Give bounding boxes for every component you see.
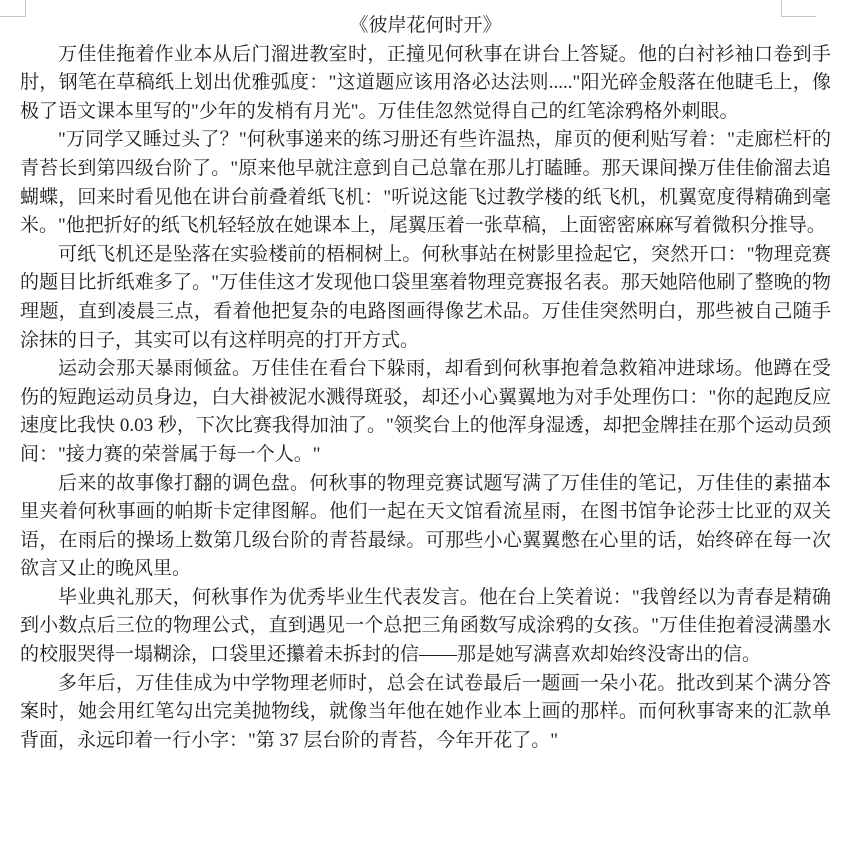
story-paragraph: 多年后，万佳佳成为中学物理老师时，总会在试卷最后一题画一朵小花。批改到某个满分答案时，她会用红笔勾出完美抛物线，就像当年他在她作业本上画的那样。而何秋事寄来的汇款单背面，永远印着一行小字："第 37 层台阶的青苔，今年开花了。" bbox=[20, 672, 831, 751]
story-paragraph: 万佳佳拖着作业本从后门溜进教室时，正撞见何秋事在讲台上答疑。他的白衬衫袖口卷到手肘，钢笔在草稿纸上划出优雅弧度："这道题应该用洛必达法则....."阳光碎金般落在他睫毛上，像极了语文课本里写的"少年的发梢有月光"。万佳佳忽然觉得自己的红笔涂鸦格外刺眼。 bbox=[20, 43, 831, 122]
story-paragraph: "万同学又睡过头了？"何秋事递来的练习册还有些许温热，扉页的便利贴写着："走廊栏杆的青苔长到第四级台阶了。"原来他早就注意到自己总靠在那儿打瞌睡。那天课间操万佳佳偷溜去追蝴蝶，回来时看见他在讲台前叠着纸飞机："听说这能飞过教学楼的纸飞机，机翼宽度得精确到毫米。"他把折好的纸飞机轻轻放在她课本上，尾翼压着一张草稿，上面密密麻麻写着微积分推导。 bbox=[20, 129, 831, 237]
margin-crop-mark-left bbox=[0, 0, 26, 17]
story-paragraph: 可纸飞机还是坠落在实验楼前的梧桐树上。何秋事站在树影里捡起它，突然开口："物理竞赛的题目比折纸难多了。"万佳佳这才发现他口袋里塞着物理竞赛报名表。那天她陪他刷了整晚的物理题，直到凌晨三点，看着他把复杂的电路图画得像艺术品。万佳佳突然明白，那些被自己随手涂抹的日子，其实可以有这样明亮的打开方式。 bbox=[20, 243, 831, 351]
margin-crop-mark-right bbox=[781, 0, 816, 17]
document-title: 《彼岸花何时开》 bbox=[349, 15, 502, 36]
story-paragraph: 毕业典礼那天，何秋事作为优秀毕业生代表发言。他在台上笑着说："我曾经以为青春是精确到小数点后三位的物理公式，直到遇见一个总把三角函数写成涂鸦的女孩。"万佳佳抱着浸满墨水的校服哭得一塌糊涂，口袋里还攥着未拆封的信——那是她写满喜欢却始终没寄出的信。 bbox=[20, 586, 831, 666]
story-paragraph: 后来的故事像打翻的调色盘。何秋事的物理竞赛试题写满了万佳佳的笔记，万佳佳的素描本里夹着何秋事画的帕斯卡定律图解。他们一起在天文馆看流星雨，在图书馆争论莎士比亚的双关语，在雨后的操场上数第几级台阶的青苔最绿。可那些小心翼翼憋在心里的话，始终碎在每一次欲言又止的晚风里。 bbox=[20, 472, 831, 580]
story-paragraph: 运动会那天暴雨倾盆。万佳佳在看台下躲雨，却看到何秋事抱着急救箱冲进球场。他蹲在受伤的短跑运动员身边，白大褂被泥水溅得斑驳，却还小心翼翼地为对手处理伤口："你的起跑反应速度比我快 0.03 秒，下次比赛我得加油了。"领奖台上的他浑身湿透，却把金牌挂在那个运动员颈间："接力赛的荣誉属于每一个人。" bbox=[20, 358, 831, 465]
